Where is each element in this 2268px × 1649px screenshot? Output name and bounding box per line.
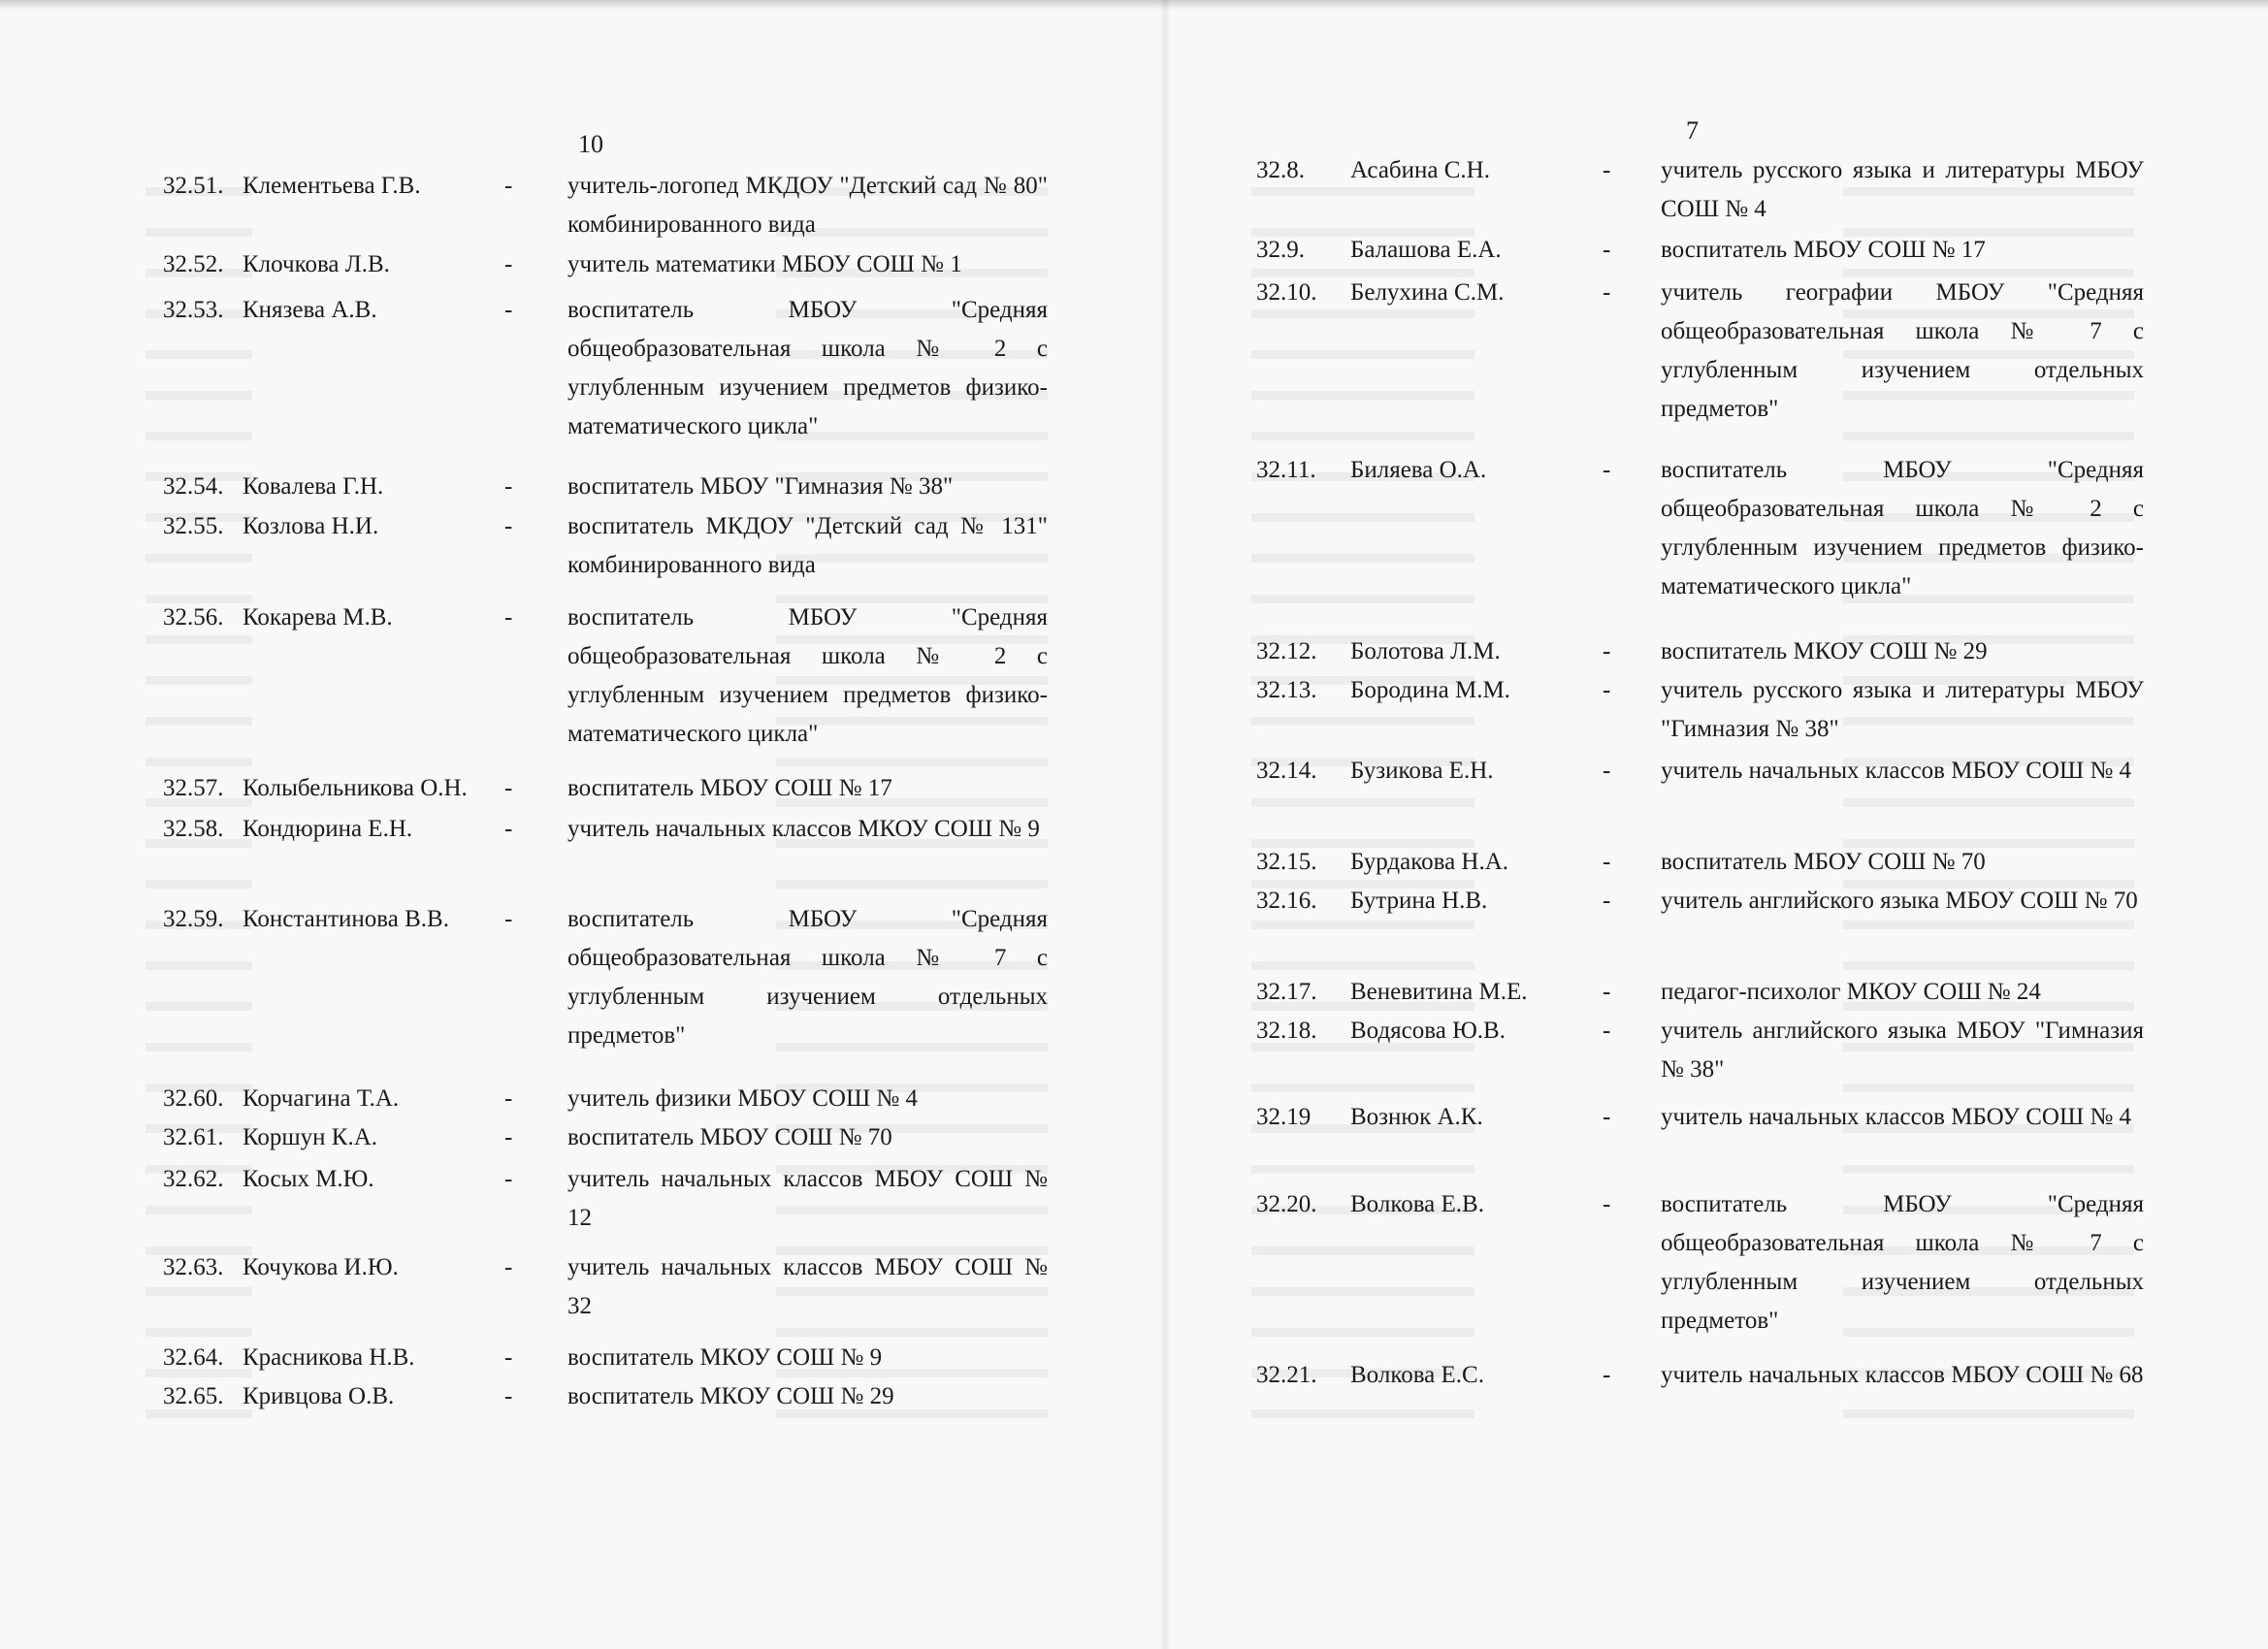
bleed-through-mark [146, 1206, 252, 1214]
left-page-number: 10 [578, 130, 603, 158]
position-description: учитель-логопед МКДОУ "Детский сад № 80" комбинированного вида [567, 173, 1048, 238]
bleed-through-mark [146, 1043, 252, 1051]
separator-dash: - [1603, 157, 1611, 183]
bleed-through-mark [1251, 1287, 1474, 1296]
bleed-through-mark [1843, 798, 2134, 807]
entry-number: 32.64. [163, 1344, 224, 1371]
position-description: учитель русского языка и литературы МБОУ СОШ № 4 [1661, 157, 2144, 222]
person-name: Князева А.В. [243, 297, 377, 323]
separator-dash: - [504, 1254, 513, 1280]
person-name: Водясова Ю.В. [1350, 1018, 1506, 1044]
separator-dash: - [1603, 279, 1611, 306]
entry-number: 32.10. [1256, 279, 1317, 306]
person-name: Кочукова И.Ю. [243, 1254, 399, 1280]
separator-dash: - [1603, 758, 1611, 784]
entry-number: 32.16. [1256, 888, 1317, 914]
bleed-through-mark [1251, 921, 1474, 929]
person-name: Красникова Н.В. [243, 1344, 415, 1371]
entry-number: 32.12. [1256, 638, 1317, 664]
position-description: учитель физики МБОУ СОШ № 4 [567, 1085, 919, 1112]
position-description: учитель английского языка МБОУ СОШ № 70 [1661, 888, 2138, 914]
bleed-through-mark [146, 961, 252, 970]
bleed-through-mark [146, 1287, 252, 1296]
position-description: учитель начальных классов МБОУ СОШ № 12 [567, 1166, 1048, 1231]
bleed-through-mark [1251, 1246, 1474, 1255]
bleed-through-mark [1843, 921, 2134, 929]
bleed-through-mark [1251, 1083, 1474, 1092]
bleed-through-mark [146, 1328, 252, 1337]
entry-number: 32.17. [1256, 979, 1317, 1005]
position-description: воспитатель МБОУ "Средняя общеобразовательная школа № 2 с углубленным изучением предметов физико-математического цикла" [1661, 457, 2144, 599]
entry-number: 32.51. [163, 173, 224, 199]
person-name: Болотова Л.М. [1350, 638, 1501, 664]
bleed-through-mark [1251, 961, 1474, 970]
separator-dash: - [504, 1124, 513, 1150]
bleed-through-mark [1251, 513, 1474, 522]
position-description: учитель русского языка и литературы МБОУ "Гимназия № 38" [1661, 677, 2144, 742]
separator-dash: - [504, 1344, 513, 1371]
page-fold [1160, 0, 1170, 1649]
entry-number: 32.61. [163, 1124, 224, 1150]
bleed-through-mark [1843, 1409, 2134, 1418]
position-description: учитель начальных классов МБОУ СОШ № 68 [1661, 1362, 2144, 1388]
entry-number: 32.9. [1256, 237, 1305, 263]
position-description: воспитатель МКОУ СОШ № 9 [567, 1344, 883, 1371]
person-name: Ковалева Г.Н. [243, 473, 384, 500]
position-description: воспитатель МБОУ "Средняя общеобразовательная школа № 7 с углубленным изучением отдельных предметов" [567, 906, 1048, 1049]
position-description: учитель начальных классов МКОУ СОШ № 9 [567, 816, 1040, 842]
position-description: воспитатель МБОУ "Средняя общеобразовательная школа № 2 с углубленным изучением предметов физико-математического цикла" [567, 604, 1048, 747]
entry-number: 32.62. [163, 1166, 224, 1192]
position-description: воспитатель МБОУ "Средняя общеобразовательная школа № 7 с углубленным изучением отдельных предметов" [1661, 1191, 2144, 1334]
separator-dash: - [1603, 979, 1611, 1005]
separator-dash: - [1603, 888, 1611, 914]
bleed-through-mark [776, 758, 1048, 766]
bleed-through-mark [146, 758, 252, 766]
right-page-number: 7 [1686, 116, 1699, 145]
person-name: Козлова Н.И. [243, 513, 379, 539]
separator-dash: - [1603, 638, 1611, 664]
top-edge-shadow [0, 0, 2268, 10]
bleed-through-mark [146, 350, 252, 359]
position-description: педагог-психолог МКОУ СОШ № 24 [1661, 979, 2041, 1005]
entry-number: 32.55. [163, 513, 224, 539]
bleed-through-mark [146, 432, 252, 440]
person-name: Кривцова О.В. [243, 1383, 395, 1409]
bleed-through-mark [1251, 391, 1474, 400]
position-description: воспитатель МКДОУ "Детский сад № 131" комбинированного вида [567, 513, 1048, 578]
bleed-through-mark [146, 880, 252, 889]
entry-number: 32.56. [163, 604, 224, 630]
position-description: воспитатель МБОУ "Гимназия № 38" [567, 473, 954, 500]
bleed-through-mark [1843, 432, 2134, 440]
person-name: Клементьева Г.В. [243, 173, 421, 199]
entry-number: 32.63. [163, 1254, 224, 1280]
person-name: Кондюрина Е.Н. [243, 816, 413, 842]
separator-dash: - [1603, 849, 1611, 875]
position-description: учитель начальных классов МБОУ СОШ № 32 [567, 1254, 1048, 1319]
entry-number: 32.52. [163, 251, 224, 277]
person-name: Константинова В.В. [243, 906, 449, 932]
separator-dash: - [1603, 677, 1611, 703]
position-description: воспитатель МБОУ СОШ № 17 [567, 775, 892, 801]
bleed-through-mark [146, 554, 252, 563]
bleed-through-mark [1251, 350, 1474, 359]
separator-dash: - [504, 173, 513, 199]
separator-dash: - [504, 297, 513, 323]
person-name: Колыбельникова О.Н. [243, 775, 468, 801]
person-name: Клочкова Л.В. [243, 251, 390, 277]
person-name: Веневитина М.Е. [1350, 979, 1528, 1005]
entry-number: 32.60. [163, 1085, 224, 1112]
separator-dash: - [504, 513, 513, 539]
separator-dash: - [504, 473, 513, 500]
position-description: воспитатель МБОУ СОШ № 17 [1661, 237, 1986, 263]
bleed-through-mark [1251, 1328, 1474, 1337]
entry-number: 32.18. [1256, 1018, 1317, 1044]
entry-number: 32.14. [1256, 758, 1317, 784]
person-name: Волкова Е.С. [1350, 1362, 1484, 1388]
bleed-through-mark [1843, 961, 2134, 970]
person-name: Вознюк А.К. [1350, 1104, 1483, 1130]
separator-dash: - [504, 1085, 513, 1112]
position-description: учитель начальных классов МБОУ СОШ № 4 [1661, 1104, 2132, 1130]
person-name: Бурдакова Н.А. [1350, 849, 1509, 875]
bleed-through-mark [1251, 595, 1474, 603]
entry-number: 32.8. [1256, 157, 1305, 183]
entry-number: 32.13. [1256, 677, 1317, 703]
position-description: учитель начальных классов МБОУ СОШ № 4 [1661, 758, 2132, 784]
position-description: воспитатель МБОУ СОШ № 70 [567, 1124, 892, 1150]
position-description: учитель математики МБОУ СОШ № 1 [567, 251, 962, 277]
entry-number: 32.21. [1256, 1362, 1317, 1388]
entry-number: 32.65. [163, 1383, 224, 1409]
entry-number: 32.53. [163, 297, 224, 323]
separator-dash: - [504, 1166, 513, 1192]
person-name: Биляева О.А. [1350, 457, 1487, 483]
bleed-through-mark [1251, 1409, 1474, 1418]
separator-dash: - [504, 906, 513, 932]
separator-dash: - [504, 251, 513, 277]
separator-dash: - [504, 816, 513, 842]
bleed-through-mark [146, 228, 252, 237]
separator-dash: - [1603, 457, 1611, 483]
position-description: учитель английского языка МБОУ "Гимназия № 38" [1661, 1018, 2144, 1083]
entry-number: 32.20. [1256, 1191, 1317, 1217]
person-name: Бородина М.М. [1350, 677, 1510, 703]
person-name: Балашова Е.А. [1350, 237, 1502, 263]
bleed-through-mark [1251, 554, 1474, 563]
bleed-through-mark [1843, 1165, 2134, 1174]
position-description: воспитатель МБОУ СОШ № 70 [1661, 849, 1986, 875]
position-description: воспитатель МБОУ "Средняя общеобразовательная школа № 2 с углубленным изучением предметов физико-математического цикла" [567, 297, 1048, 439]
separator-dash: - [1603, 237, 1611, 263]
entry-number: 32.58. [163, 816, 224, 842]
bleed-through-mark [1251, 717, 1474, 726]
person-name: Белухина С.М. [1350, 279, 1505, 306]
bleed-through-mark [1251, 798, 1474, 807]
person-name: Корчагина Т.А. [243, 1085, 400, 1112]
separator-dash: - [1603, 1018, 1611, 1044]
bleed-through-mark [146, 1002, 252, 1011]
bleed-through-mark [146, 676, 252, 685]
person-name: Коршун К.А. [243, 1124, 378, 1150]
separator-dash: - [1603, 1362, 1611, 1388]
entry-number: 32.19 [1256, 1104, 1312, 1130]
bleed-through-mark [1251, 432, 1474, 440]
separator-dash: - [504, 604, 513, 630]
bleed-through-mark [146, 391, 252, 400]
entry-number: 32.57. [163, 775, 224, 801]
position-description: воспитатель МКОУ СОШ № 29 [567, 1383, 894, 1409]
person-name: Косых М.Ю. [243, 1166, 374, 1192]
bleed-through-mark [776, 1328, 1048, 1337]
separator-dash: - [504, 775, 513, 801]
entry-number: 32.15. [1256, 849, 1317, 875]
separator-dash: - [1603, 1104, 1611, 1130]
position-description: учитель географии МБОУ "Средняя общеобразовательная школа № 7 с углубленным изучением отдельных предметов" [1661, 279, 2144, 422]
person-name: Асабина С.Н. [1350, 157, 1490, 183]
separator-dash: - [504, 1383, 513, 1409]
person-name: Кокарева М.В. [243, 604, 393, 630]
entry-number: 32.59. [163, 906, 224, 932]
bleed-through-mark [776, 880, 1048, 889]
person-name: Бузикова Е.Н. [1350, 758, 1494, 784]
position-description: воспитатель МКОУ СОШ № 29 [1661, 638, 1988, 664]
person-name: Волкова Е.В. [1350, 1191, 1484, 1217]
separator-dash: - [1603, 1191, 1611, 1217]
bleed-through-mark [1251, 1165, 1474, 1174]
person-name: Бутрина Н.В. [1350, 888, 1488, 914]
entry-number: 32.54. [163, 473, 224, 500]
bleed-through-mark [146, 717, 252, 726]
entry-number: 32.11. [1256, 457, 1316, 483]
